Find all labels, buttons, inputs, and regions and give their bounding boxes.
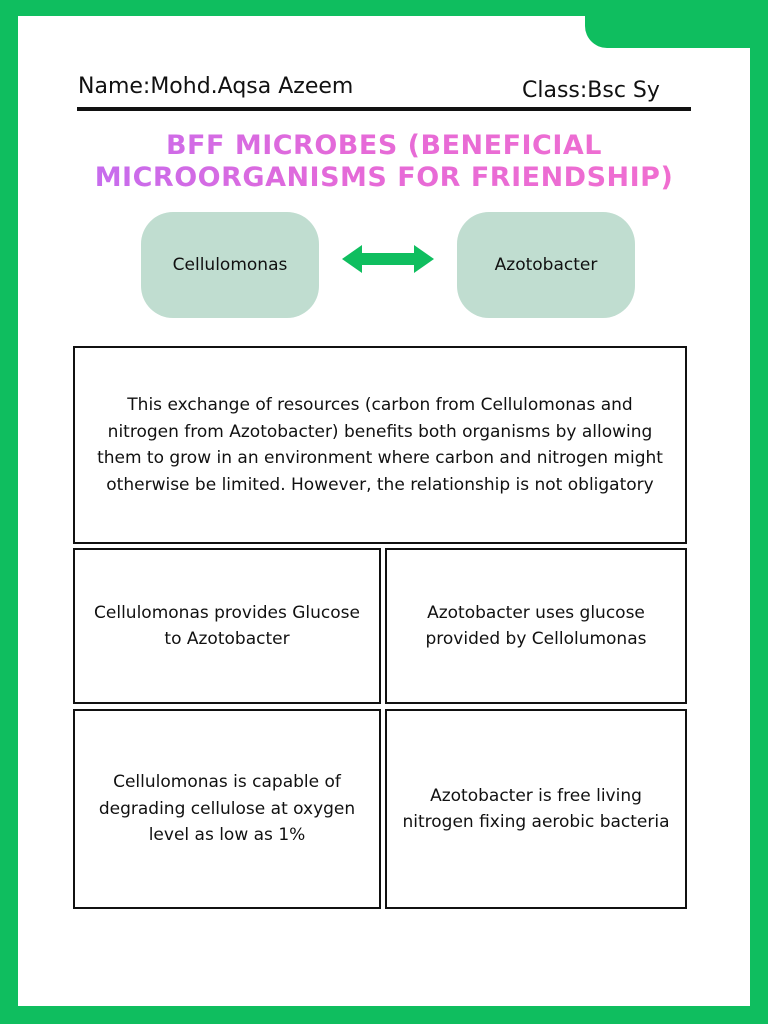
partner-pill-cellulomonas bbox=[141, 212, 319, 318]
cell-bottom-right-text: Azotobacter is free living nitrogen fixing aerobic bacteria bbox=[402, 785, 670, 832]
summary-box bbox=[73, 346, 687, 544]
cell-top-right-text: Azotobacter uses glucose provided by Cellolumonas bbox=[425, 602, 647, 649]
student-class: Class:Bsc Sy bbox=[522, 78, 660, 103]
cell-bottom-left bbox=[73, 709, 381, 909]
summary-text: This exchange of resources (carbon from Cellulomonas and nitrogen from Azotobacter) benefits both organisms by allowing them to grow in an environment where carbon and nitrogen might otherwise be limited. However, the relationship is not obligatory bbox=[97, 395, 663, 495]
cell-top-left bbox=[73, 548, 381, 704]
header-divider bbox=[77, 107, 691, 111]
cell-top-right bbox=[385, 548, 687, 704]
student-name: Name:Mohd.Aqsa Azeem bbox=[78, 74, 354, 99]
cell-top-left-text: Cellulomonas provides Glucose to Azotobacter bbox=[94, 602, 360, 649]
double-headed-arrow-icon bbox=[340, 244, 436, 274]
corner-tab-decoration bbox=[585, 0, 768, 48]
partner-label-right: Azotobacter bbox=[494, 255, 598, 275]
page-title: BFF MICROBES (BENEFICIAL MICROORGANISMS FOR FRIENDSHIP) bbox=[40, 130, 728, 194]
partner-pill-azotobacter bbox=[457, 212, 635, 318]
cell-bottom-left-text: Cellulomonas is capable of degrading cellulose at oxygen level as low as 1% bbox=[98, 772, 356, 846]
cell-bottom-right bbox=[385, 709, 687, 909]
double-headed-arrow-shape bbox=[342, 245, 434, 273]
partner-label-left: Cellulomonas bbox=[172, 255, 288, 275]
